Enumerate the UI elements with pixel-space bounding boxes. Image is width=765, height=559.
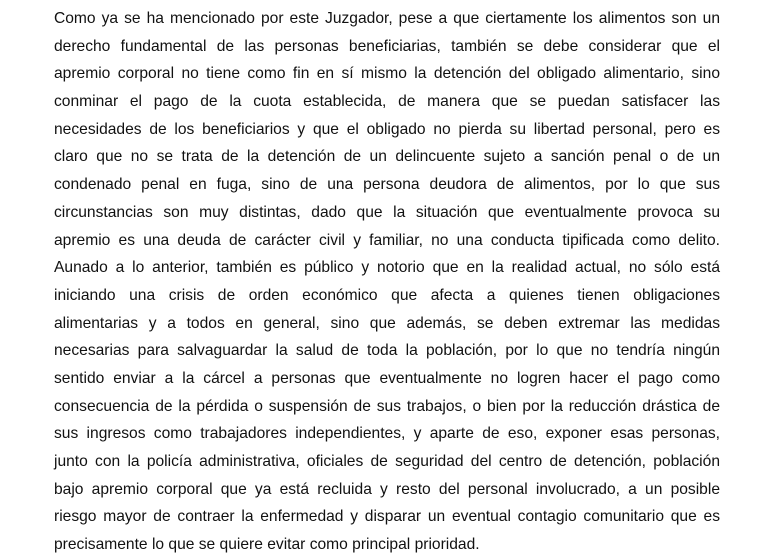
paragraph-line: sentido enviar a la cárcel a personas que eventualmente no logren hacer el pago como [54,369,720,387]
paragraph-line: Aunado a lo anterior, también es público y notorio que en la realidad actual, no sólo está [54,259,720,277]
paragraph-line: condenado penal en fuga, sino de una persona deudora de alimentos, por lo que sus [54,176,720,194]
paragraph-line: conminar el pago de la cuota establecida, de manera que se puedan satisfacer las [54,93,720,111]
paragraph-line: Como ya se ha mencionado por este Juzgador, pese a que ciertamente los alimentos son un [54,10,720,27]
paragraph-line: circunstancias son muy distintas, dado que la situación que eventualmente provoca su [54,203,720,221]
paragraph-line: necesarias para salvaguardar la salud de toda la población, por lo que no tendría ningún [54,342,720,360]
paragraph-line: derecho fundamental de las personas beneficiarias, también se debe considerar que el [54,37,720,55]
paragraph-line: iniciando una crisis de orden económico que afecta a quienes tienen obligaciones [54,286,720,304]
paragraph-line: apremio corporal no tiene como fin en sí mismo la detención del obligado alimentario, sino [54,65,720,83]
paragraph-line: consecuencia de la pérdida o suspensión de sus trabajos, o bien por la reducción drástica de [54,397,720,415]
paragraph-line: junto con la policía administrativa, oficiales de seguridad del centro de detención, población [54,453,720,470]
paragraph-line: sus ingresos como trabajadores independientes, y aparte de eso, exponer esas personas, [54,425,720,443]
paragraph-line: necesidades de los beneficiarios y que el obligado no pierda su libertad personal, pero es [54,120,720,138]
paragraph-line: claro que no se trata de la detención de un delincuente sujeto a sanción penal o de un [54,148,720,166]
paragraph-line-last: precisamente lo que se quiere evitar como principal prioridad. [54,536,480,554]
paragraph-line: bajo apremio corporal que ya está recluida y resto del personal involucrado, a un posible [54,480,720,498]
paragraph-line: alimentarias y a todos en general, sino que además, se deben extremar las medidas [54,314,720,332]
body-paragraph [54,5,720,559]
paragraph-line: riesgo mayor de contraer la enfermedad y disparar un eventual contagio comunitario que es [54,508,720,526]
paragraph-line: apremio es una deuda de carácter civil y familiar, no una conducta tipificada como delito. [54,231,720,249]
